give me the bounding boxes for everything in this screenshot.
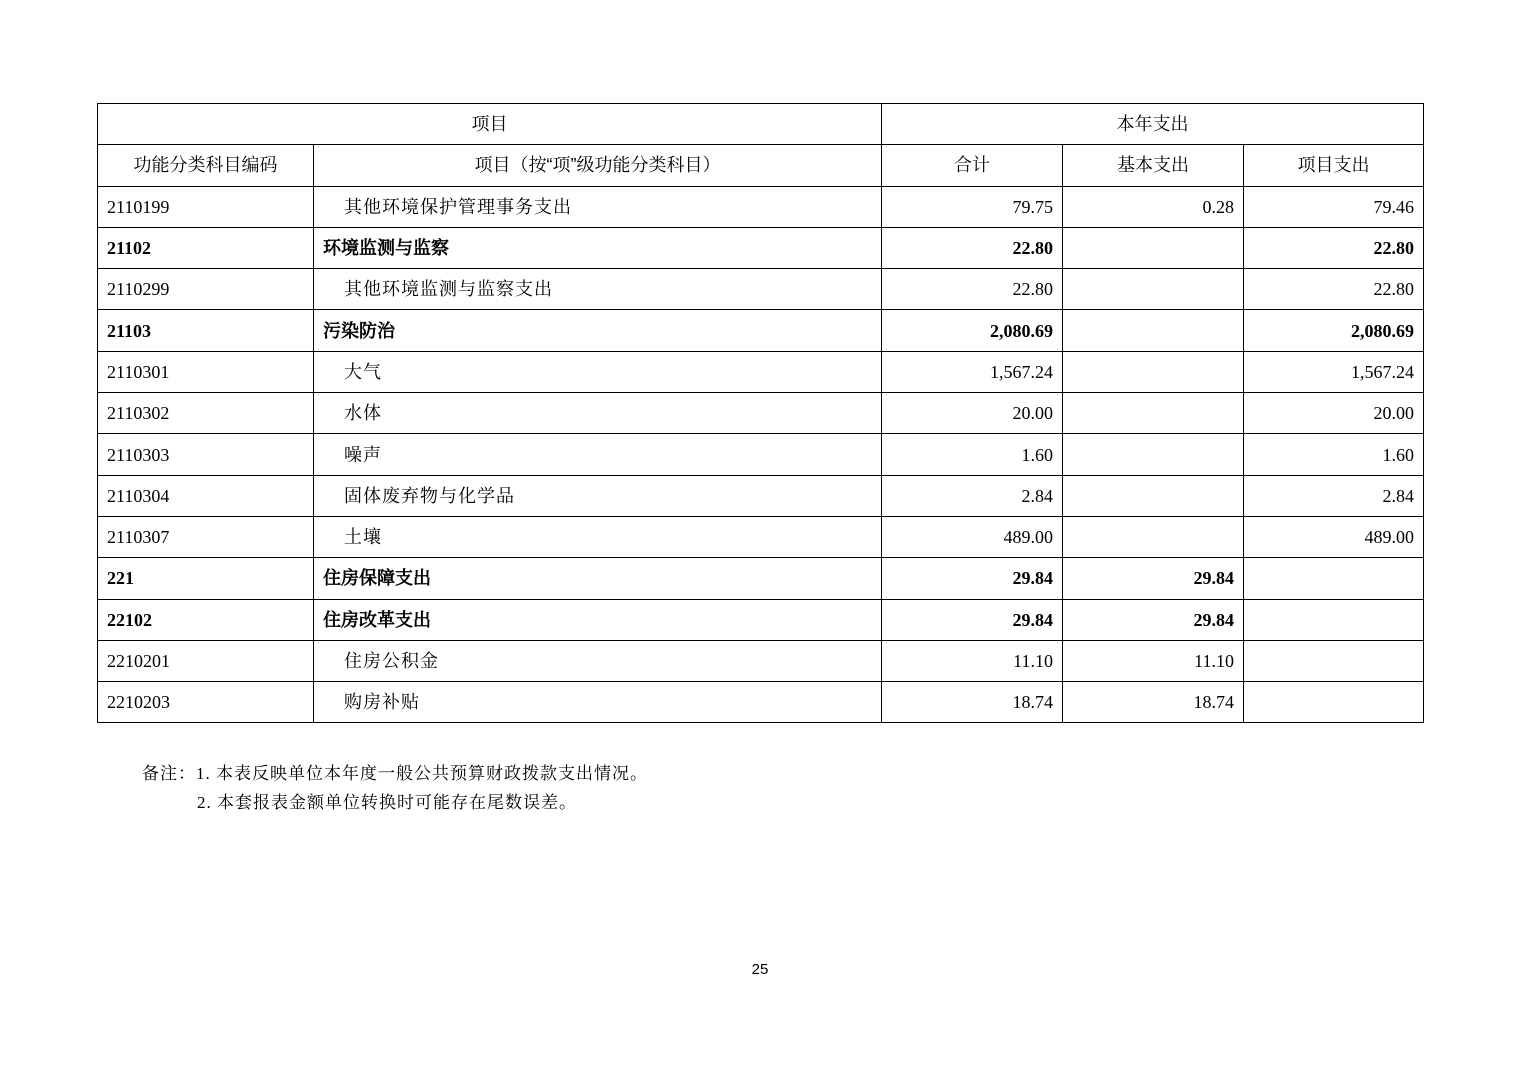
cell-basic: 18.74 xyxy=(1063,682,1244,723)
cell-project: 489.00 xyxy=(1244,516,1424,557)
cell-total: 1.60 xyxy=(882,434,1063,475)
cell-code: 2110307 xyxy=(98,516,314,557)
cell-total: 2.84 xyxy=(882,475,1063,516)
cell-name: 住房保障支出 xyxy=(314,558,882,599)
table-header-row-sub xyxy=(98,145,1424,186)
page-number: 25 xyxy=(751,961,769,978)
header-basic: 基本支出 xyxy=(1063,145,1244,186)
cell-name: 住房改革支出 xyxy=(314,599,882,640)
table-row xyxy=(98,351,1424,392)
cell-project: 22.80 xyxy=(1244,269,1424,310)
table-row xyxy=(98,186,1424,227)
table-row xyxy=(98,599,1424,640)
cell-project: 22.80 xyxy=(1244,227,1424,268)
note-line-1: 备注：1. 本表反映单位本年度一般公共预算财政拨款支出情况。 xyxy=(142,764,648,783)
cell-name: 环境监测与监察 xyxy=(314,227,882,268)
table-row xyxy=(98,310,1424,351)
cell-name: 污染防治 xyxy=(314,310,882,351)
cell-project: 20.00 xyxy=(1244,393,1424,434)
cell-total: 22.80 xyxy=(882,269,1063,310)
cell-project xyxy=(1244,682,1424,723)
table-header-row-top xyxy=(98,104,1424,145)
header-year-expense: 本年支出 xyxy=(882,104,1424,145)
cell-basic xyxy=(1063,475,1244,516)
cell-total: 20.00 xyxy=(882,393,1063,434)
cell-code: 21103 xyxy=(98,310,314,351)
cell-basic: 11.10 xyxy=(1063,640,1244,681)
cell-code: 2210201 xyxy=(98,640,314,681)
table-row xyxy=(98,475,1424,516)
cell-basic xyxy=(1063,310,1244,351)
table-body xyxy=(98,186,1424,723)
cell-name: 大气 xyxy=(314,351,882,392)
header-project: 项目 xyxy=(98,104,882,145)
cell-project: 79.46 xyxy=(1244,186,1424,227)
table-row xyxy=(98,640,1424,681)
cell-code: 221 xyxy=(98,558,314,599)
table-row xyxy=(98,227,1424,268)
cell-code: 2110301 xyxy=(98,351,314,392)
cell-basic xyxy=(1063,393,1244,434)
cell-code: 2110299 xyxy=(98,269,314,310)
cell-total: 29.84 xyxy=(882,558,1063,599)
cell-project: 1,567.24 xyxy=(1244,351,1424,392)
cell-code: 2110303 xyxy=(98,434,314,475)
cell-total: 2,080.69 xyxy=(882,310,1063,351)
cell-code: 2110304 xyxy=(98,475,314,516)
cell-project xyxy=(1244,640,1424,681)
header-code: 功能分类科目编码 xyxy=(98,145,314,186)
cell-name: 其他环境监测与监察支出 xyxy=(314,269,882,310)
cell-name: 其他环境保护管理事务支出 xyxy=(314,186,882,227)
cell-basic: 0.28 xyxy=(1063,186,1244,227)
table-row xyxy=(98,393,1424,434)
table-row xyxy=(98,434,1424,475)
table-row xyxy=(98,269,1424,310)
cell-name: 噪声 xyxy=(314,434,882,475)
cell-basic: 29.84 xyxy=(1063,599,1244,640)
cell-name: 住房公积金 xyxy=(314,640,882,681)
cell-project xyxy=(1244,599,1424,640)
cell-name: 购房补贴 xyxy=(314,682,882,723)
cell-total: 29.84 xyxy=(882,599,1063,640)
cell-code: 2110302 xyxy=(98,393,314,434)
note-line-2: 2. 本套报表金额单位转换时可能存在尾数误差。 xyxy=(197,793,577,812)
cell-total: 489.00 xyxy=(882,516,1063,557)
cell-project: 1.60 xyxy=(1244,434,1424,475)
cell-name: 土壤 xyxy=(314,516,882,557)
table-row xyxy=(98,516,1424,557)
cell-total: 11.10 xyxy=(882,640,1063,681)
header-total: 合计 xyxy=(882,145,1063,186)
budget-expense-table xyxy=(97,103,1424,723)
cell-code: 2210203 xyxy=(98,682,314,723)
cell-basic xyxy=(1063,351,1244,392)
cell-total: 22.80 xyxy=(882,227,1063,268)
cell-basic xyxy=(1063,516,1244,557)
header-project-expense: 项目支出 xyxy=(1244,145,1424,186)
cell-basic xyxy=(1063,434,1244,475)
cell-name: 固体废弃物与化学品 xyxy=(314,475,882,516)
cell-code: 22102 xyxy=(98,599,314,640)
table-row xyxy=(98,558,1424,599)
cell-project: 2,080.69 xyxy=(1244,310,1424,351)
cell-basic xyxy=(1063,269,1244,310)
cell-project xyxy=(1244,558,1424,599)
cell-total: 1,567.24 xyxy=(882,351,1063,392)
cell-code: 2110199 xyxy=(98,186,314,227)
cell-total: 18.74 xyxy=(882,682,1063,723)
cell-basic: 29.84 xyxy=(1063,558,1244,599)
cell-project: 2.84 xyxy=(1244,475,1424,516)
cell-code: 21102 xyxy=(98,227,314,268)
cell-basic xyxy=(1063,227,1244,268)
table-row xyxy=(98,682,1424,723)
header-item: 项目（按“项”级功能分类科目） xyxy=(314,145,882,186)
cell-total: 79.75 xyxy=(882,186,1063,227)
notes xyxy=(142,759,648,817)
cell-name: 水体 xyxy=(314,393,882,434)
